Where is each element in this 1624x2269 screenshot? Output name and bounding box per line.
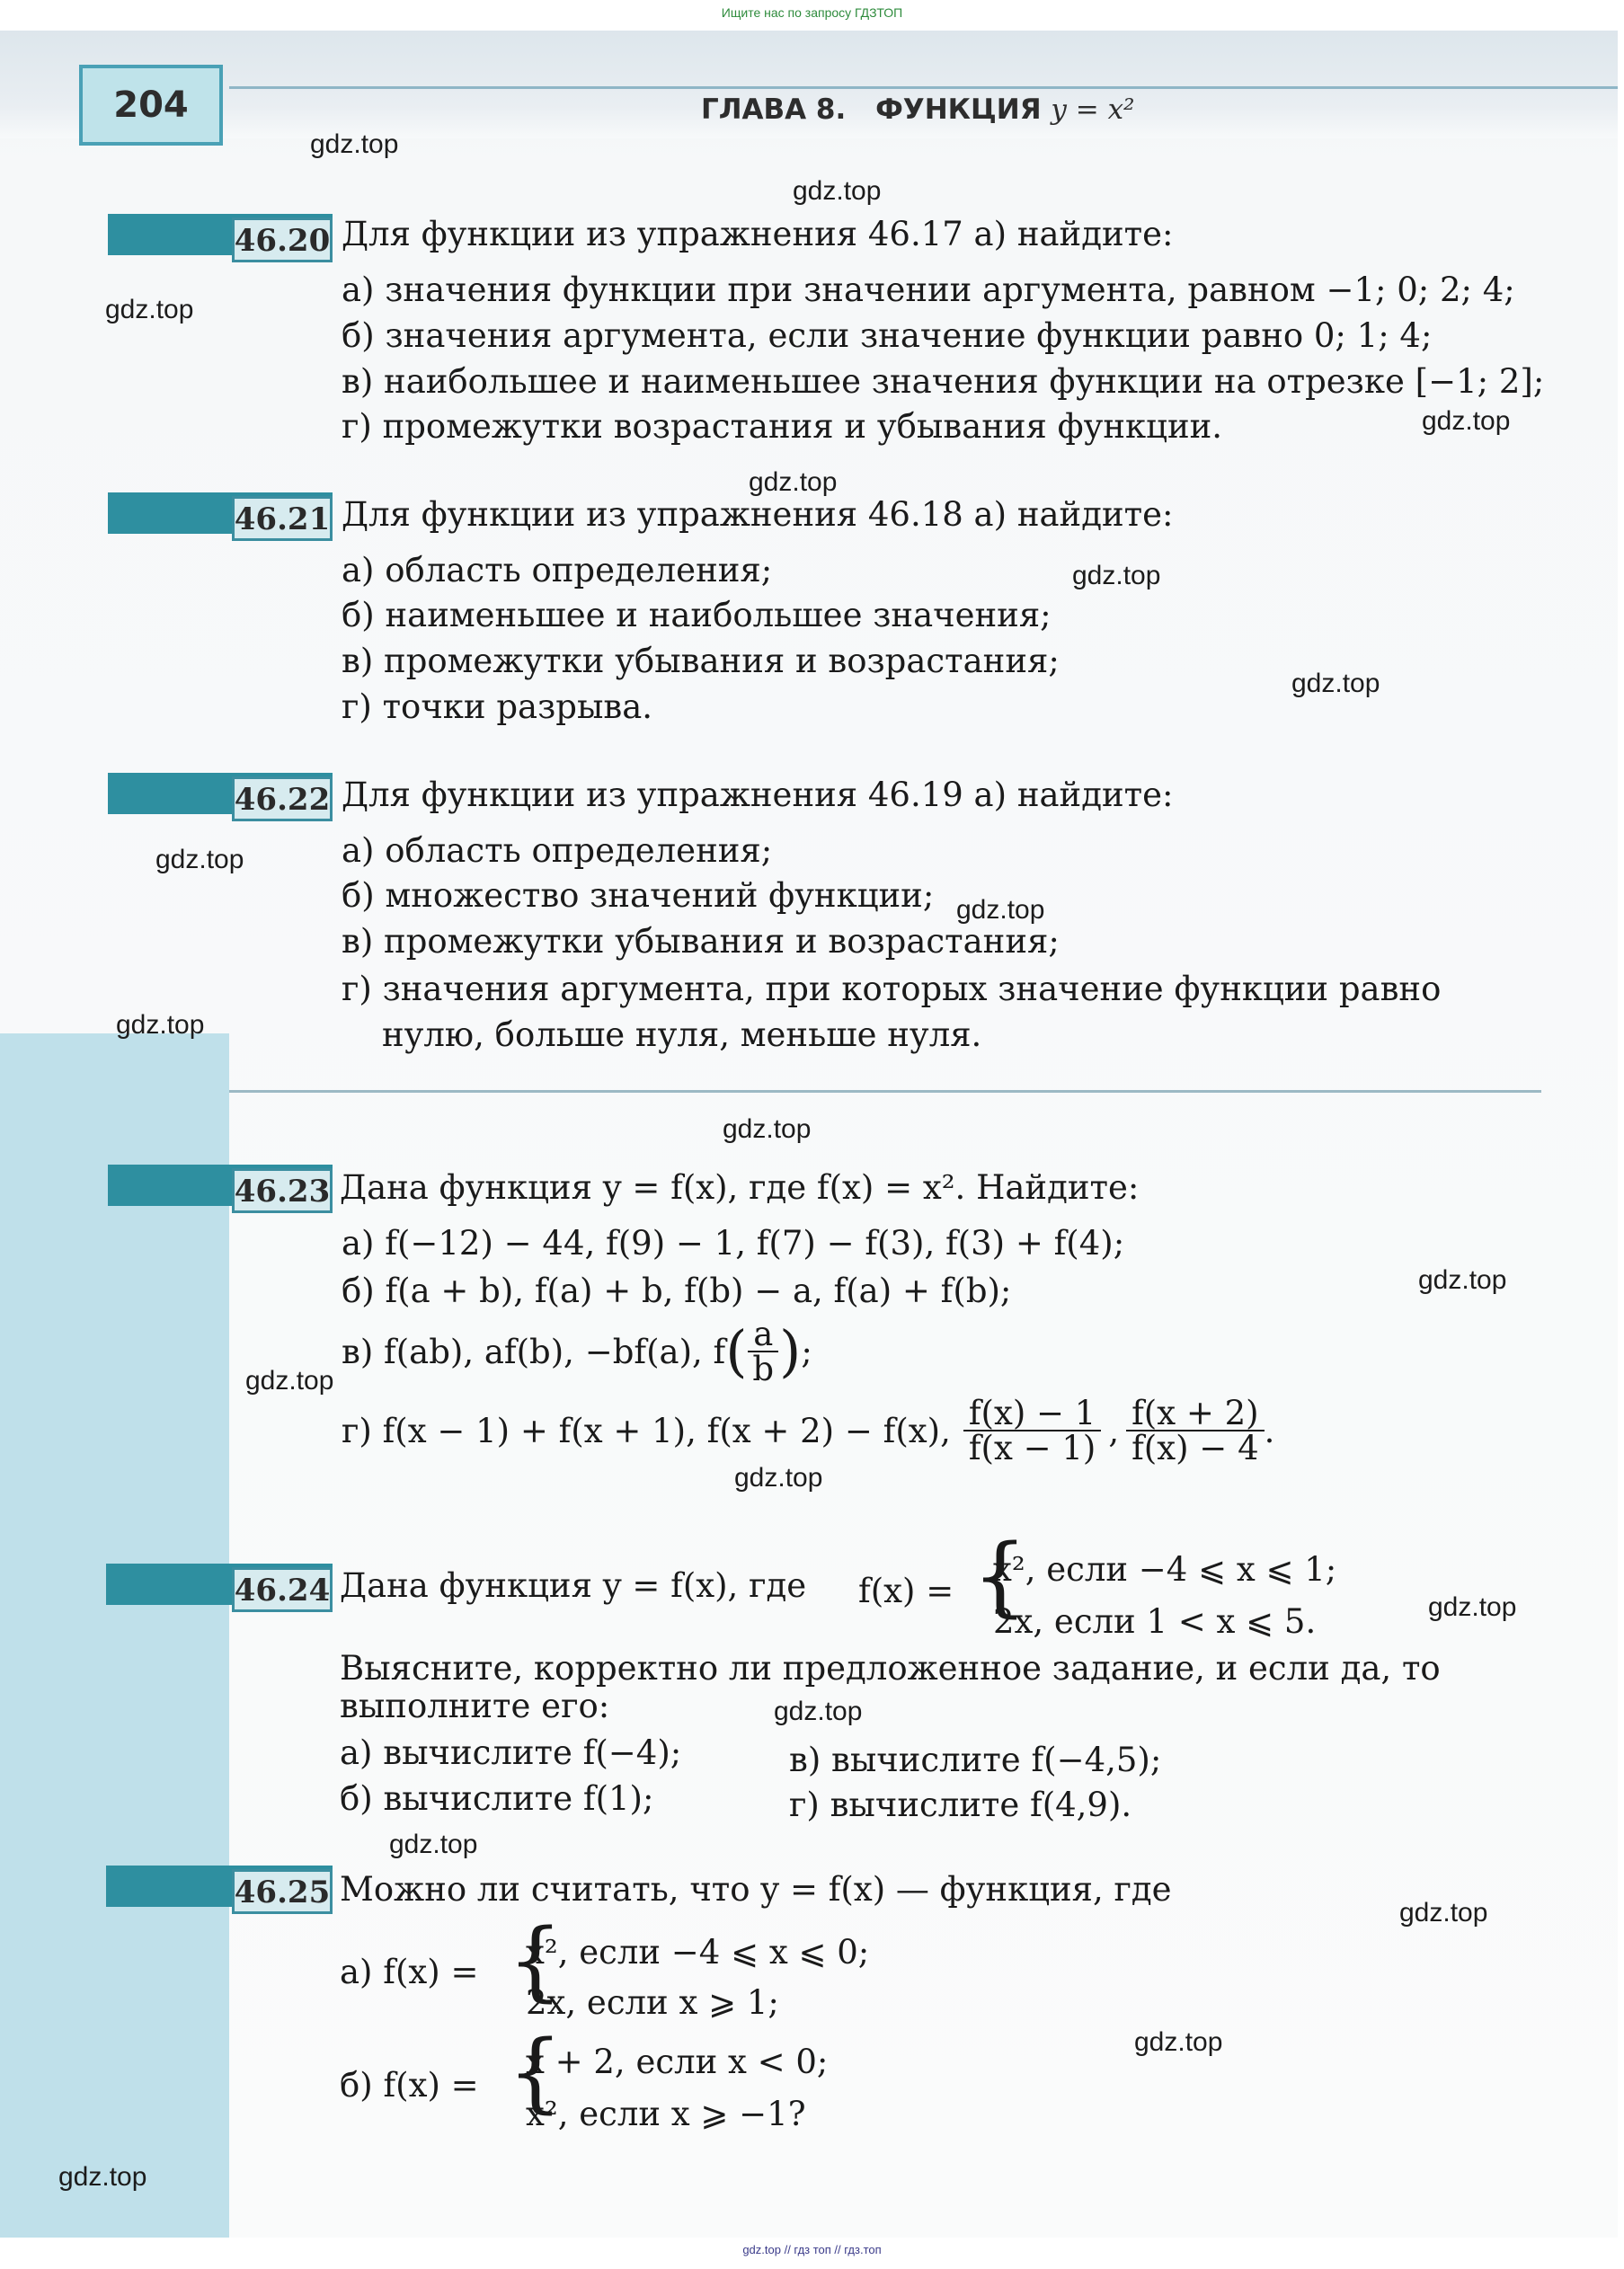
exercise-item: б) вычислите f(1); (340, 1779, 654, 1818)
fraction-denominator: b (752, 1350, 775, 1388)
chapter-title (701, 93, 1134, 126)
watermark: gdz.top (105, 295, 194, 324)
piecewise-case: 2x, если x ⩾ 1; (526, 1983, 779, 2022)
exercise-item: в) вычислите f(−4,5); (789, 1741, 1162, 1779)
paren-left: ( (725, 1318, 748, 1384)
watermark: gdz.top (1072, 561, 1161, 590)
watermark: gdz.top (1428, 1592, 1517, 1622)
fraction-numerator: f(x) − 1 (963, 1396, 1102, 1431)
brace: { (508, 1910, 564, 2011)
top-note: Ищите нас по запросу ГДЗТОП (721, 5, 903, 20)
exercise-item: в) промежутки убывания и возрастания; (342, 922, 1060, 961)
exercise-item: в) промежутки убывания и возрастания; (342, 642, 1060, 680)
watermark: gdz.top (245, 1366, 334, 1396)
left-margin-strip (0, 1033, 229, 2238)
watermark: gdz.top (389, 1830, 478, 1859)
watermark: gdz.top (155, 845, 244, 874)
exercise-number: 46.21 (232, 496, 333, 541)
piecewise-lhs: f(x) = (858, 1572, 954, 1610)
brace: { (972, 1526, 1028, 1626)
exercise-item (342, 1396, 1274, 1465)
watermark: gdz.top (58, 2162, 147, 2192)
exercise-item: а) f(−12) − 44, f(9) − 1, f(7) − f(3), f(3) + f(4); (342, 1224, 1125, 1263)
watermark: gdz.top (774, 1697, 863, 1726)
exercise-number: 46.25 (232, 1869, 333, 1914)
watermark: gdz.top (956, 895, 1045, 925)
piecewise-case: x + 2, если x < 0; (526, 2043, 829, 2081)
page-number: 204 (79, 65, 223, 146)
item-text: . (1264, 1411, 1275, 1450)
exercise-item: г) вычислите f(4,9). (789, 1786, 1132, 1824)
exercise-text: Выясните, корректно ли предложенное задание, и если да, то (340, 1649, 1441, 1688)
piecewise-case: x², если x ⩾ −1? (526, 2095, 806, 2133)
exercise-text: выполните его: (340, 1687, 610, 1725)
exercise-number: 46.20 (232, 217, 333, 262)
paren-right: ) (779, 1318, 802, 1384)
brace: { (508, 2022, 564, 2123)
bottom-note: gdz.top // гдз топ // гдз.топ (742, 2243, 882, 2256)
watermark: gdz.top (1134, 2027, 1223, 2057)
exercise-intro: Для функции из упражнения 46.19 а) найдите: (342, 776, 1174, 814)
exercise-number: 46.23 (232, 1168, 333, 1213)
watermark: gdz.top (310, 129, 399, 159)
fraction (747, 1317, 779, 1386)
fraction-denominator: f(x) − 4 (1131, 1429, 1259, 1467)
exercise-item: г) значения аргумента, при которых значение функции равно (342, 970, 1442, 1008)
exercise-item: б) f(a + b), f(a) + b, f(b) − a, f(a) + f(b); (342, 1272, 1012, 1310)
watermark: gdz.top (116, 1010, 205, 1040)
watermark: gdz.top (1291, 669, 1380, 698)
fraction (1126, 1396, 1265, 1465)
piecewise-case: 2x, если 1 < x ⩽ 5. (993, 1602, 1317, 1641)
fraction (963, 1396, 1102, 1465)
exercise-intro: Можно ли считать, что y = f(x) — функция, где (340, 1870, 1172, 1909)
exercise-number: 46.24 (232, 1567, 333, 1612)
exercise-item: а) область определения; (342, 831, 773, 870)
watermark: gdz.top (1399, 1898, 1488, 1928)
exercise-intro: Для функции из упражнения 46.18 а) найдите: (342, 495, 1174, 534)
fraction-denominator: f(x − 1) (968, 1429, 1096, 1467)
exercise-item: б) значения аргумента, если значение функции равно 0; 1; 4; (342, 316, 1433, 355)
function-title: ФУНКЦИЯ (875, 93, 1042, 126)
exercise-item: в) наибольшее и наименьшее значения функции на отрезке [−1; 2]; (342, 362, 1545, 401)
exercise-item: а) вычислите f(−4); (340, 1733, 682, 1772)
item-text: ; (801, 1332, 812, 1371)
exercise-intro: Дана функция y = f(x), где (340, 1566, 807, 1605)
watermark: gdz.top (1418, 1265, 1507, 1295)
exercise-item: нулю, больше нуля, меньше нуля. (382, 1015, 982, 1054)
exercise-item: г) промежутки возрастания и убывания функции. (342, 407, 1223, 446)
piecewise-case: x², если −4 ⩽ x ⩽ 1; (993, 1550, 1337, 1589)
watermark: gdz.top (723, 1114, 812, 1144)
watermark: gdz.top (734, 1463, 823, 1493)
watermark: gdz.top (749, 467, 838, 497)
piecewise-lhs: а) f(x) = (340, 1953, 479, 1991)
exercise-item: а) область определения; (342, 551, 773, 589)
exercise-intro: Дана функция y = f(x), где f(x) = x². Найдите: (340, 1168, 1140, 1207)
fraction-numerator: a (748, 1317, 778, 1352)
section-divider (229, 1090, 1541, 1093)
exercise-item: б) наименьшее и наибольшее значения; (342, 596, 1052, 634)
item-text: г) f(x − 1) + f(x + 1), f(x + 2) − f(x), (342, 1411, 951, 1450)
chapter-label: ГЛАВА 8. (701, 93, 847, 126)
piecewise-case: x², если −4 ⩽ x ⩽ 0; (526, 1933, 870, 1972)
exercise-number: 46.22 (232, 776, 333, 821)
exercise-item: г) точки разрыва. (342, 687, 653, 726)
exercise-intro: Для функции из упражнения 46.17 а) найдите: (342, 215, 1174, 253)
comma: , (1108, 1411, 1120, 1450)
item-text: в) f(ab), af(b), −bf(a), f (342, 1332, 726, 1371)
fraction-numerator: f(x + 2) (1126, 1396, 1265, 1431)
exercise-item: б) множество значений функции; (342, 876, 935, 915)
watermark: gdz.top (793, 176, 882, 206)
exercise-item: а) значения функции при значении аргумента, равном −1; 0; 2; 4; (342, 270, 1515, 309)
watermark: gdz.top (1422, 406, 1511, 436)
exercise-item (342, 1317, 812, 1386)
piecewise-lhs: б) f(x) = (340, 2066, 479, 2105)
function-formula: y = x² (1051, 93, 1135, 126)
header-rule (229, 86, 1618, 89)
